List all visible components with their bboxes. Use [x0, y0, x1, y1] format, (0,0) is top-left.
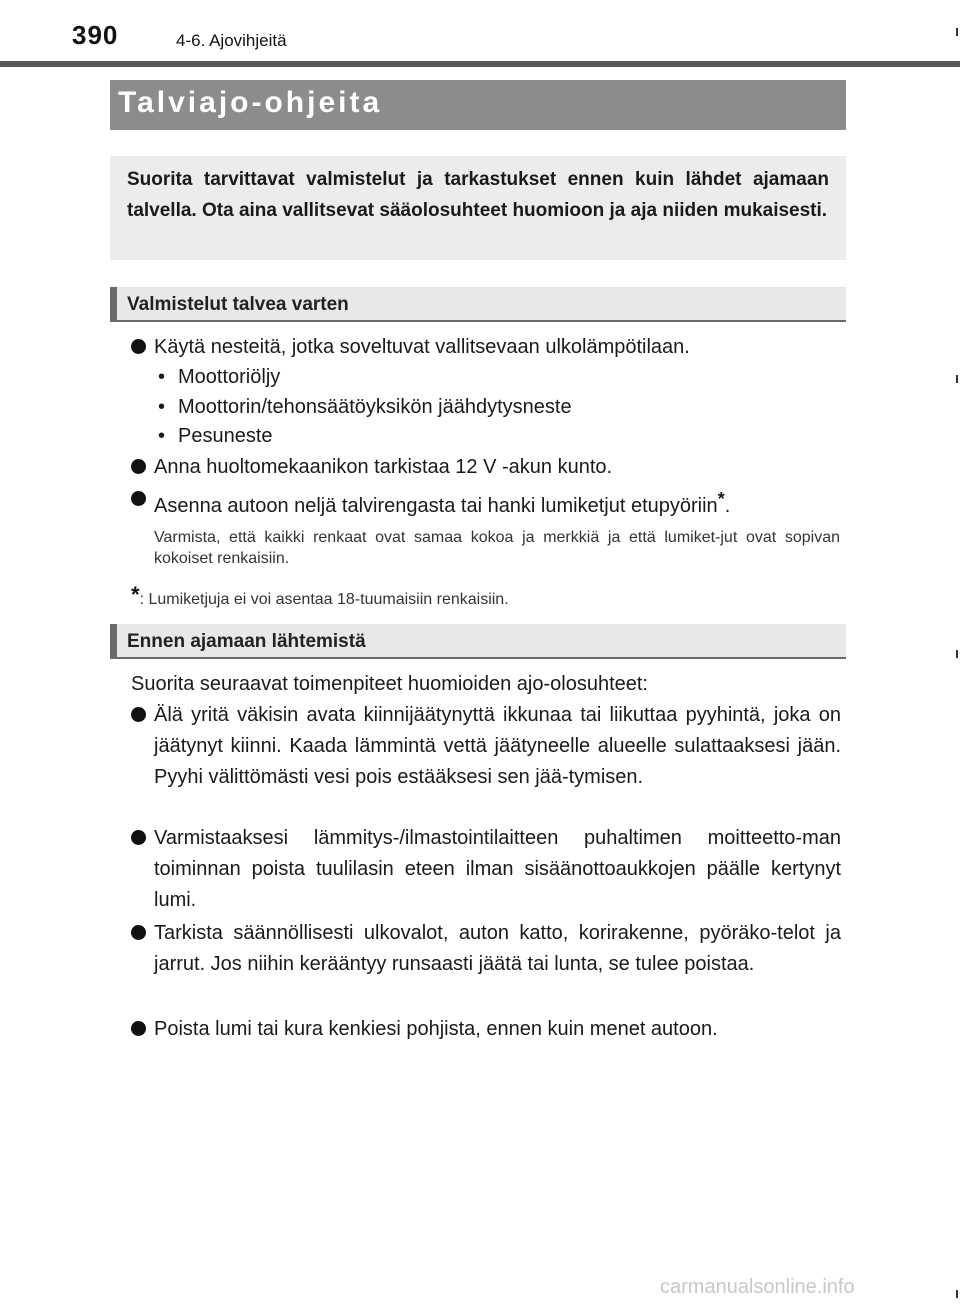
edge-mark — [956, 650, 958, 658]
bullet-item — [131, 700, 841, 793]
lead-text: Suorita seuraavat toimenpiteet huomioiden ajo-olosuhteet: — [131, 673, 648, 695]
intro-text: Suorita tarvittavat valmistelut ja tarkastukset ennen kuin lähdet ajamaan talvella. Ota aina vallitsevat sääolosuhteet huomioon ja aja niiden mukaisesti. — [127, 169, 829, 221]
watermark: carmanualsonline.info — [660, 1276, 855, 1298]
page-title-bar — [110, 80, 846, 130]
fluid-text: Moottorin/tehonsäätöyksikön jäähdytysneste — [178, 396, 572, 418]
bullet-item — [131, 452, 841, 482]
bullet-text: Älä yritä väkisin avata kiinnijäätynyttä ikkunaa tai liikuttaa pyyhintä, joka on jäätynyt kiinni. Kaada lämmintä vettä jäätyneelle alueelle sulattaaksesi jään. Pyyhi välittömästi vesi pois estääksesi sen jää-tymisen. — [154, 704, 841, 788]
heading-before-driving — [110, 624, 846, 659]
edge-mark — [956, 28, 958, 36]
edge-mark — [956, 375, 958, 383]
bullet-dot-icon: • — [158, 396, 166, 418]
bullet-icon — [131, 925, 146, 940]
page-header — [0, 0, 960, 70]
footnote — [131, 582, 509, 609]
edge-mark — [956, 1290, 958, 1298]
bullet-icon — [131, 707, 146, 722]
bullet-text: Varmistaaksesi lämmitys-/ilmastointilaitteen puhaltimen moitteetto-man toiminnan poista tuulilasin eteen ilman sisäänottoaukkojen päälle kertynyt lumi. — [154, 827, 841, 911]
heading-bar — [110, 287, 117, 322]
fluid-text: Moottoriöljy — [178, 366, 281, 388]
intro-box — [110, 156, 846, 260]
section-reference: 4-6. Ajovihjeitä — [176, 31, 287, 50]
page-title: Talviajo-ohjeita — [118, 86, 383, 119]
bullet-dot-icon: • — [158, 425, 166, 447]
bullet-item — [131, 918, 841, 980]
tire-note: Varmista, että kaikki renkaat ovat samaa kokoa ja merkkiä ja että lumiket-jut ovat sopivan kokoiset renkaisiin. — [154, 529, 840, 567]
heading-preparation — [110, 287, 846, 322]
bullet-icon — [131, 339, 146, 354]
bullet-text-main: Asenna autoon neljä talvirengasta tai hanki lumiketjut etupyöriin — [154, 495, 718, 517]
bullet-item — [131, 1014, 841, 1044]
bullet-text: Anna huoltomekaanikon tarkistaa 12 V -akun kunto. — [154, 456, 613, 478]
heading-label: Valmistelut talvea varten — [127, 294, 349, 315]
bullet-text-end: . — [724, 495, 731, 517]
heading-label: Ennen ajamaan lähtemistä — [127, 631, 366, 652]
bullet-item — [131, 484, 841, 521]
bullet-item — [131, 332, 841, 362]
fluid-text: Pesuneste — [178, 425, 273, 447]
bullet-dot-icon: • — [158, 366, 166, 388]
bullet-text: Käytä nesteitä, jotka soveltuvat vallitsevaan ulkolämpötilaan. — [154, 336, 690, 358]
asterisk-mark: * — [717, 489, 725, 509]
footnote-mark: * — [131, 582, 140, 607]
page-number: 390 — [72, 20, 119, 50]
bullet-item — [131, 823, 841, 916]
bullet-icon — [131, 830, 146, 845]
bullet-text: Tarkista säännöllisesti ulkovalot, auton katto, korirakenne, pyöräko-telot ja jarrut. Jos niihin kerääntyy runsaasti jäätä tai lunta, se tulee poistaa. — [154, 922, 841, 975]
fluid-item — [158, 392, 572, 422]
bullet-text — [154, 484, 841, 521]
bullet-text: Poista lumi tai kura kenkiesi pohjista, ennen kuin menet autoon. — [154, 1018, 718, 1040]
footnote-text: : Lumiketjuja ei voi asentaa 18-tuumaisiin renkaisiin. — [139, 591, 509, 608]
fluid-item — [158, 362, 280, 392]
fluid-item — [158, 421, 273, 451]
header-rule — [0, 61, 960, 67]
bullet-icon — [131, 459, 146, 474]
bullet-icon — [131, 491, 146, 506]
bullet-icon — [131, 1021, 146, 1036]
heading-bar — [110, 624, 117, 659]
